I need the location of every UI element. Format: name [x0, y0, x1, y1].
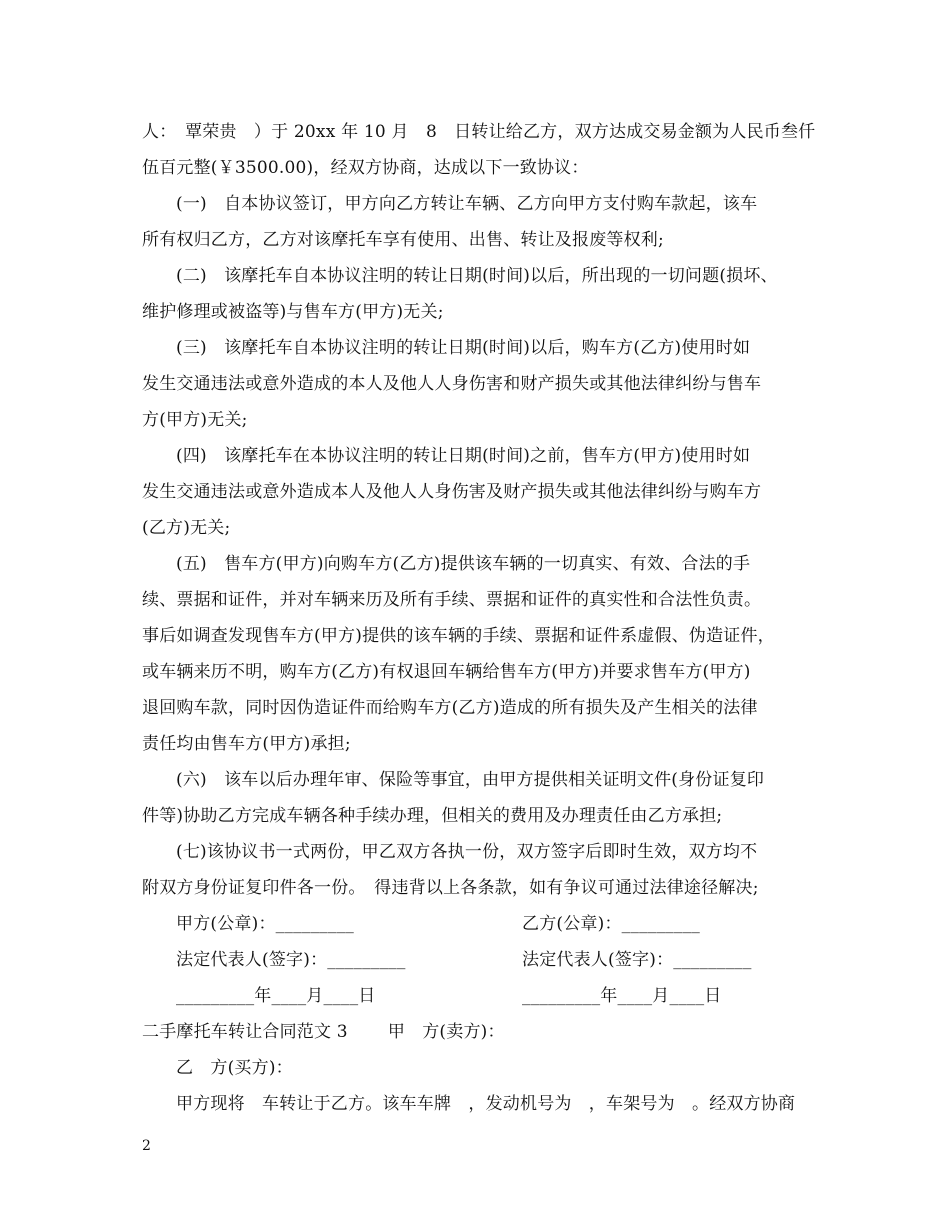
body-text-line: 退回购车款，同时因伪造证件而给购车方(乙方)造成的所有损失及产生相关的法律 [142, 698, 758, 718]
body-text-line: 发生交通违法或意外造成本人及他人人身伤害及财产损失或其他法律纠纷与购车方 [142, 482, 762, 502]
body-text-line: 附双方身份证复印件各一份。 得违背以上各条款，如有争议可通过法律途径解决; [142, 878, 759, 898]
party-b-seal-field: 乙方(公章)：_________ [522, 914, 700, 934]
body-text-line: 责任均由售车方(甲方)承担; [142, 734, 351, 754]
page-number: 2 [142, 1138, 151, 1154]
body-text-line: 所有权归乙方，乙方对该摩托车享有使用、出售、转让及报废等权利; [142, 230, 664, 250]
clause-7-start: (七)该协议书一式两份，甲乙双方各执一份，双方签字后即时生效，双方均不 [176, 842, 758, 862]
next-contract-body-line: 甲方现将 车转让于乙方。该车车牌 ，发动机号为 ，车架号为 。经双方协商 [176, 1094, 796, 1114]
party-a-representative-field: 法定代表人(签字)：_________ [176, 950, 406, 970]
clause-3-start: (三) 该摩托车自本协议注明的转让日期(时间)以后，购车方(乙方)使用时如 [176, 338, 751, 358]
body-text-line: 发生交通违法或意外造成的本人及他人人身伤害和财产损失或其他法律纠纷与售车 [142, 374, 762, 394]
clause-6-start: (六) 该车以后办理年审、保险等事宜，由甲方提供相关证明文件(身份证复印 [176, 770, 765, 790]
clause-4-start: (四) 该摩托车在本协议注明的转让日期(时间)之前，售车方(甲方)使用时如 [176, 446, 751, 466]
body-text-line: 方(甲方)无关; [142, 410, 248, 430]
body-text-line: 人： 覃荣贵 ）于 20xx 年 10 月 8 日转让给乙方，双方达成交易金额为人民币叁仟 [142, 122, 816, 142]
party-a-seal-field: 甲方(公章)：_________ [176, 914, 354, 934]
body-text-line: 件等)协助乙方完成车辆各种手续办理，但相关的费用及办理责任由乙方承担; [142, 806, 723, 826]
body-text-line: 续、票据和证件，并对车辆来历及所有手续、票据和证件的真实性和合法性负责。 [142, 590, 762, 610]
party-a-date-field: _________年____月____日 [176, 986, 376, 1006]
party-b-representative-field: 法定代表人(签字)：_________ [522, 950, 752, 970]
clause-2-start: (二) 该摩托车自本协议注明的转让日期(时间)以后，所出现的一切问题(损坏、 [176, 266, 778, 286]
body-text-line: 伍百元整(￥3500.00)，经双方协商，达成以下一致协议： [142, 158, 589, 178]
clause-5-start: (五) 售车方(甲方)向购车方(乙方)提供该车辆的一切真实、有效、合法的手 [176, 554, 751, 574]
body-text-line: (乙方)无关; [142, 518, 231, 538]
body-text-line: 维护修理或被盗等)与售车方(甲方)无关; [142, 302, 444, 322]
party-b-date-field: _________年____月____日 [522, 986, 722, 1006]
clause-1-start: (一) 自本协议签订，甲方向乙方转让车辆、乙方向甲方支付购车款起，该车 [176, 194, 758, 214]
body-text-line: 事后如调查发现售车方(甲方)提供的该车辆的手续、票据和证件系虚假、伪造证件， [142, 626, 775, 646]
body-text-line: 或车辆来历不明，购车方(乙方)有权退回车辆给售车方(甲方)并要求售车方(甲方) [142, 662, 751, 682]
buyer-party-line: 乙 方(买方)： [176, 1058, 293, 1078]
next-contract-title: 二手摩托车转让合同范文 3 甲 方(卖方)： [142, 1022, 505, 1042]
